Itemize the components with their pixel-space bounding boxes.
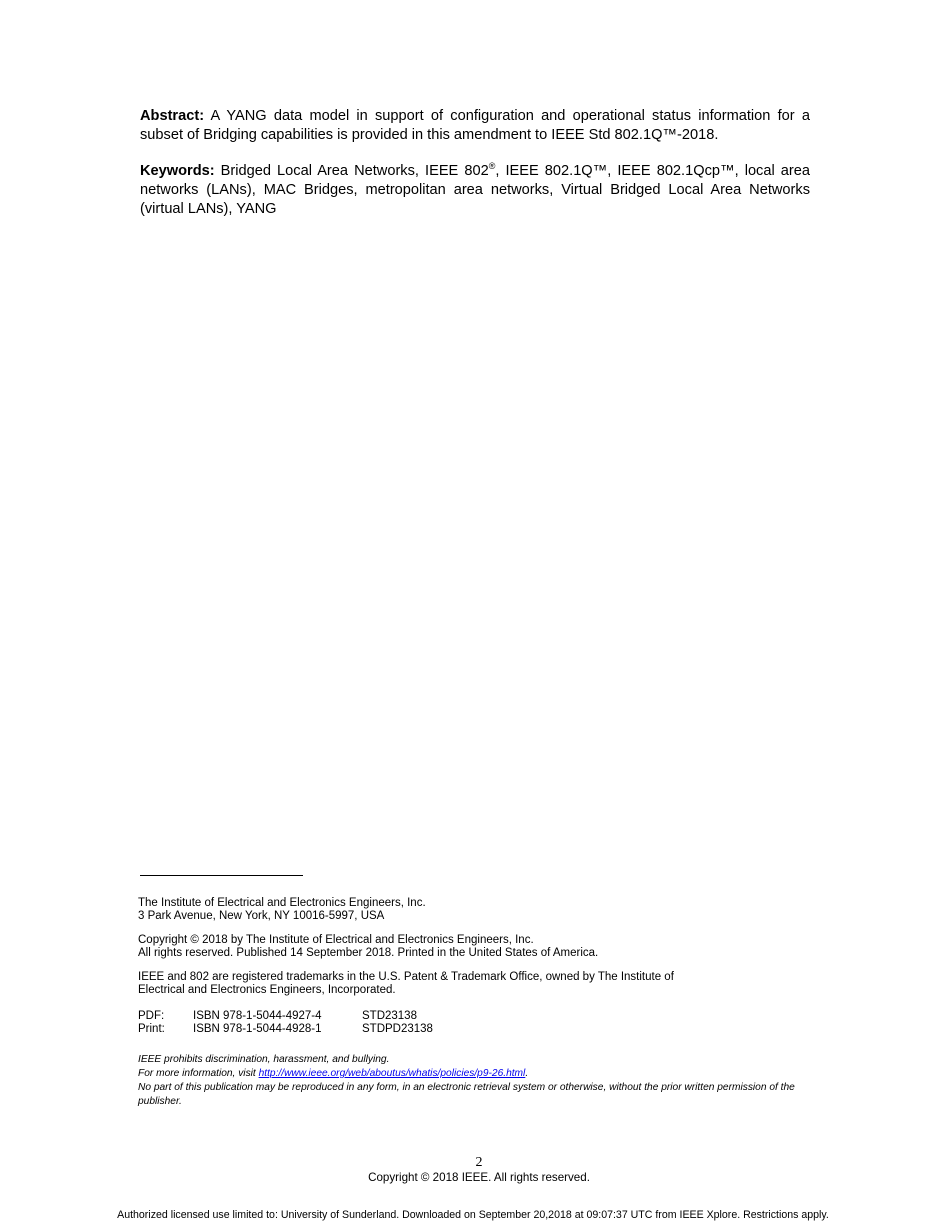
policy-line-2 [138,1067,818,1081]
copyright-line-2: All rights reserved. Published 14 September 2018. Printed in the United States of America. [138,946,599,959]
publisher-address: 3 Park Avenue, New York, NY 10016-5997, USA [138,909,385,922]
isbn-row-pdf [138,1010,433,1023]
copyright-line-1: Copyright © 2018 by The Institute of Electrical and Electronics Engineers, Inc. [138,934,534,946]
trademark-line-2: Electrical and Electronics Engineers, Incorporated. [138,983,396,996]
policy-link-prefix: For more information, visit [138,1068,259,1079]
policy-link-suffix: . [525,1068,529,1079]
isbn-code: STDPD23138 [362,1023,433,1035]
policy-link[interactable]: http://www.ieee.org/web/aboutus/whatis/policies/p9-26.html [258,1068,526,1079]
isbn-number: ISBN 978-1-5044-4928-1 [193,1023,322,1035]
keywords-text-before: Bridged Local Area Networks, IEEE 802 [214,163,489,179]
policy-line-3: No part of this publication may be reproduced in any form, in an electronic retrieval system or otherwise, without the prior written permission of the publisher. [138,1082,795,1107]
keywords-text-after: , IEEE 802.1Q™, IEEE 802.1Qcp™, local area networks (LANs), MAC Bridges, metropolitan area networks, Virtual Bridged Local Area Networks (virtual LANs), YANG [140,163,810,217]
isbn-row-print [138,1023,433,1036]
isbn-code: STD23138 [362,1010,417,1022]
policy-block [138,1053,818,1109]
page-copyright: Copyright © 2018 IEEE. All rights reserved. [368,1171,590,1184]
registered-mark: ® [488,161,496,172]
publisher-block [138,897,426,922]
trademark-block [138,971,674,996]
keywords-paragraph [140,162,810,219]
isbn-label: PDF: [138,1010,165,1022]
isbn-label: Print: [138,1023,165,1035]
abstract-label: Abstract: [140,108,205,124]
isbn-number: ISBN 978-1-5044-4927-4 [193,1010,322,1022]
authorized-use-notice: Authorized licensed use limited to: University of Sunderland. Downloaded on September 20,2018 at 09:07:37 UTC from IEEE Xplore. Restrictions apply. [117,1209,829,1221]
abstract-paragraph [140,107,810,145]
page-number: 2 [475,1155,483,1170]
publisher-name: The Institute of Electrical and Electronics Engineers, Inc. [138,897,426,909]
trademark-line-1: IEEE and 802 are registered trademarks in the U.S. Patent & Trademark Office, owned by The Institute of [138,971,674,983]
policy-line-1: IEEE prohibits discrimination, harassment, and bullying. [138,1054,390,1065]
footnote-divider [140,875,303,876]
copyright-block [138,934,598,959]
keywords-label: Keywords: [140,163,215,179]
isbn-block [138,1010,433,1036]
abstract-text: A YANG data model in support of configuration and operational status information for a subset of Bridging capabilities is provided in this amendment to IEEE Std 802.1Q™-2018. [140,108,810,143]
